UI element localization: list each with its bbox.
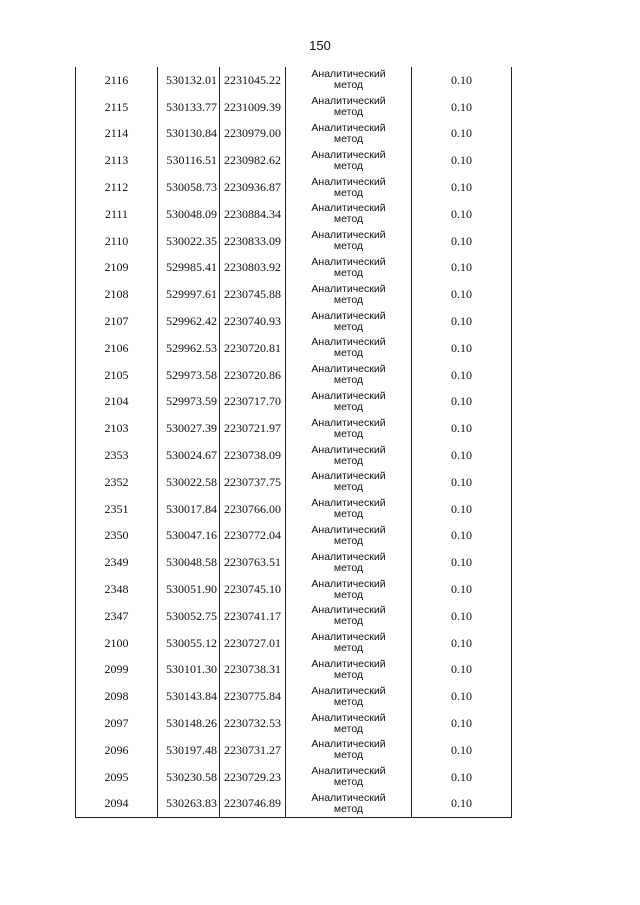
method-cell [286,308,412,335]
method-label-line2: метод [333,749,364,762]
method-label-line1: Аналитический [311,550,386,563]
point-number-cell: 2347 [76,603,158,630]
method-label-line1: Аналитический [311,523,386,536]
point-number-cell: 2112 [76,174,158,201]
method-label-line2: метод [333,668,364,681]
method-cell [286,764,412,791]
table-row [76,496,512,523]
method-cell [286,603,412,630]
point-number-cell: 2096 [76,737,158,764]
accuracy-cell: 0.10 [412,523,512,550]
accuracy-cell: 0.10 [412,549,512,576]
method-label-line1: Аналитический [311,791,386,804]
table-row [76,201,512,228]
accuracy-cell: 0.10 [412,308,512,335]
point-number-cell: 2111 [76,201,158,228]
method-label-line2: метод [333,481,364,494]
accuracy-cell: 0.10 [412,469,512,496]
y-coordinate-cell: 2230745.10 [220,576,286,603]
y-coordinate-cell: 2230772.04 [220,523,286,550]
method-cell [286,710,412,737]
method-cell [286,576,412,603]
accuracy-cell: 0.10 [412,281,512,308]
x-coordinate-cell: 529973.59 [158,389,220,416]
accuracy-cell: 0.10 [412,255,512,282]
method-label-line2: метод [333,159,364,172]
y-coordinate-cell: 2230720.86 [220,362,286,389]
x-coordinate-cell: 530017.84 [158,496,220,523]
method-label-line2: метод [333,615,364,628]
table-row [76,683,512,710]
table-row [76,630,512,657]
point-number-cell: 2109 [76,255,158,282]
method-cell [286,147,412,174]
point-number-cell: 2097 [76,710,158,737]
method-label-line2: метод [333,132,364,145]
method-label-line2: метод [333,722,364,735]
point-number-cell: 2100 [76,630,158,657]
y-coordinate-cell: 2230738.09 [220,442,286,469]
x-coordinate-cell: 530143.84 [158,683,220,710]
method-label-line1: Аналитический [311,282,386,295]
x-coordinate-cell: 530052.75 [158,603,220,630]
method-label-line2: метод [333,213,364,226]
method-label-line1: Аналитический [311,389,386,402]
point-number-cell: 2113 [76,147,158,174]
x-coordinate-cell: 529962.53 [158,335,220,362]
y-coordinate-cell: 2230775.84 [220,683,286,710]
x-coordinate-cell: 530116.51 [158,147,220,174]
y-coordinate-cell: 2230746.89 [220,791,286,818]
point-number-cell: 2099 [76,657,158,684]
accuracy-cell: 0.10 [412,389,512,416]
method-label-line1: Аналитический [311,470,386,483]
method-cell [286,94,412,121]
point-number-cell: 2352 [76,469,158,496]
table-row [76,469,512,496]
accuracy-cell: 0.10 [412,496,512,523]
method-cell [286,201,412,228]
point-number-cell: 2110 [76,228,158,255]
x-coordinate-cell: 530197.48 [158,737,220,764]
table-row [76,657,512,684]
table-row [76,67,512,94]
x-coordinate-cell: 529985.41 [158,255,220,282]
point-number-cell: 2350 [76,523,158,550]
y-coordinate-cell: 2230740.93 [220,308,286,335]
method-label-line2: метод [333,508,364,521]
accuracy-cell: 0.10 [412,630,512,657]
method-label-line1: Аналитический [311,497,386,510]
method-cell [286,630,412,657]
point-number-cell: 2103 [76,415,158,442]
method-label-line1: Аналитический [311,229,386,242]
method-label-line2: метод [333,776,364,789]
y-coordinate-cell: 2230884.34 [220,201,286,228]
method-cell [286,737,412,764]
x-coordinate-cell: 530048.58 [158,549,220,576]
coordinates-table-body [76,67,512,817]
y-coordinate-cell: 2230729.23 [220,764,286,791]
method-label-line1: Аналитический [311,604,386,617]
y-coordinate-cell: 2230721.97 [220,415,286,442]
point-number-cell: 2115 [76,94,158,121]
method-label-line2: метод [333,695,364,708]
point-number-cell: 2108 [76,281,158,308]
accuracy-cell: 0.10 [412,576,512,603]
method-label-line1: Аналитический [311,175,386,188]
table-row [76,389,512,416]
table-row [76,335,512,362]
method-cell [286,791,412,818]
method-cell [286,255,412,282]
method-label-line2: метод [333,588,364,601]
point-number-cell: 2351 [76,496,158,523]
point-number-cell: 2116 [76,67,158,94]
point-number-cell: 2106 [76,335,158,362]
method-cell [286,121,412,148]
accuracy-cell: 0.10 [412,683,512,710]
method-label-line2: метод [333,186,364,199]
table-row [76,94,512,121]
accuracy-cell: 0.10 [412,94,512,121]
table-row [76,442,512,469]
y-coordinate-cell: 2230936.87 [220,174,286,201]
point-number-cell: 2094 [76,791,158,818]
method-cell [286,389,412,416]
y-coordinate-cell: 2230731.27 [220,737,286,764]
accuracy-cell: 0.10 [412,442,512,469]
point-number-cell: 2104 [76,389,158,416]
method-label-line1: Аналитический [311,148,386,161]
y-coordinate-cell: 2230803.92 [220,255,286,282]
table-row [76,228,512,255]
point-number-cell: 2349 [76,549,158,576]
method-label-line1: Аналитический [311,738,386,751]
accuracy-cell: 0.10 [412,657,512,684]
y-coordinate-cell: 2230720.81 [220,335,286,362]
table-row [76,415,512,442]
point-number-cell: 2098 [76,683,158,710]
y-coordinate-cell: 2230717.70 [220,389,286,416]
point-number-cell: 2353 [76,442,158,469]
table-row [76,737,512,764]
accuracy-cell: 0.10 [412,174,512,201]
method-label-line2: метод [333,374,364,387]
x-coordinate-cell: 530051.90 [158,576,220,603]
method-label-line2: метод [333,266,364,279]
accuracy-cell: 0.10 [412,228,512,255]
y-coordinate-cell: 2230741.17 [220,603,286,630]
method-cell [286,683,412,710]
x-coordinate-cell: 530022.58 [158,469,220,496]
y-coordinate-cell: 2230737.75 [220,469,286,496]
method-label-line1: Аналитический [311,765,386,778]
x-coordinate-cell: 530148.26 [158,710,220,737]
method-label-line1: Аналитический [311,684,386,697]
method-cell [286,442,412,469]
table-row [76,362,512,389]
method-label-line1: Аналитический [311,711,386,724]
table-row [76,523,512,550]
method-label-line1: Аналитический [311,255,386,268]
x-coordinate-cell: 530027.39 [158,415,220,442]
y-coordinate-cell: 2230763.51 [220,549,286,576]
method-label-line2: метод [333,347,364,360]
table-row [76,255,512,282]
method-label-line1: Аналитический [311,657,386,670]
accuracy-cell: 0.10 [412,201,512,228]
method-label-line1: Аналитический [311,363,386,376]
method-label-line2: метод [333,802,364,815]
y-coordinate-cell: 2230732.53 [220,710,286,737]
y-coordinate-cell: 2230727.01 [220,630,286,657]
method-label-line2: метод [333,454,364,467]
method-cell [286,335,412,362]
method-cell [286,549,412,576]
accuracy-cell: 0.10 [412,764,512,791]
method-label-line1: Аналитический [311,443,386,456]
table-row [76,549,512,576]
accuracy-cell: 0.10 [412,737,512,764]
x-coordinate-cell: 530130.84 [158,121,220,148]
x-coordinate-cell: 530133.77 [158,94,220,121]
accuracy-cell: 0.10 [412,603,512,630]
method-label-line2: метод [333,79,364,92]
method-label-line1: Аналитический [311,309,386,322]
table-row [76,764,512,791]
table-row [76,576,512,603]
x-coordinate-cell: 529962.42 [158,308,220,335]
table-row [76,121,512,148]
table-row [76,710,512,737]
x-coordinate-cell: 530022.35 [158,228,220,255]
method-label-line1: Аналитический [311,121,386,134]
method-label-line2: метод [333,561,364,574]
table-row [76,147,512,174]
accuracy-cell: 0.10 [412,67,512,94]
table-row [76,308,512,335]
y-coordinate-cell: 2230766.00 [220,496,286,523]
point-number-cell: 2095 [76,764,158,791]
method-label-line2: метод [333,320,364,333]
method-label-line2: метод [333,240,364,253]
method-cell [286,415,412,442]
x-coordinate-cell: 529973.58 [158,362,220,389]
accuracy-cell: 0.10 [412,710,512,737]
x-coordinate-cell: 529997.61 [158,281,220,308]
method-cell [286,362,412,389]
method-label-line2: метод [333,106,364,119]
y-coordinate-cell: 2231045.22 [220,67,286,94]
y-coordinate-cell: 2230745.88 [220,281,286,308]
table-row [76,281,512,308]
x-coordinate-cell: 530024.67 [158,442,220,469]
method-label-line2: метод [333,427,364,440]
method-cell [286,228,412,255]
method-cell [286,657,412,684]
point-number-cell: 2107 [76,308,158,335]
y-coordinate-cell: 2230982.62 [220,147,286,174]
x-coordinate-cell: 530230.58 [158,764,220,791]
y-coordinate-cell: 2230833.09 [220,228,286,255]
method-label-line1: Аналитический [311,336,386,349]
page-number: 150 [309,38,331,53]
accuracy-cell: 0.10 [412,335,512,362]
accuracy-cell: 0.10 [412,791,512,818]
method-label-line1: Аналитический [311,631,386,644]
method-label-line1: Аналитический [311,68,386,81]
table-row [76,791,512,818]
x-coordinate-cell: 530058.73 [158,174,220,201]
method-label-line2: метод [333,293,364,306]
method-label-line1: Аналитический [311,577,386,590]
method-cell [286,469,412,496]
method-cell [286,174,412,201]
accuracy-cell: 0.10 [412,362,512,389]
coordinates-table [75,67,512,818]
method-label-line1: Аналитический [311,416,386,429]
table-row [76,174,512,201]
x-coordinate-cell: 530048.09 [158,201,220,228]
point-number-cell: 2348 [76,576,158,603]
x-coordinate-cell: 530101.30 [158,657,220,684]
point-number-cell: 2114 [76,121,158,148]
method-label-line2: метод [333,642,364,655]
x-coordinate-cell: 530132.01 [158,67,220,94]
y-coordinate-cell: 2230738.31 [220,657,286,684]
method-cell [286,523,412,550]
method-label-line1: Аналитический [311,202,386,215]
method-label-line1: Аналитический [311,95,386,108]
x-coordinate-cell: 530047.16 [158,523,220,550]
table-row [76,603,512,630]
method-label-line2: метод [333,400,364,413]
accuracy-cell: 0.10 [412,121,512,148]
y-coordinate-cell: 2231009.39 [220,94,286,121]
point-number-cell: 2105 [76,362,158,389]
method-cell [286,281,412,308]
y-coordinate-cell: 2230979.00 [220,121,286,148]
x-coordinate-cell: 530263.83 [158,791,220,818]
method-label-line2: метод [333,534,364,547]
method-cell [286,67,412,94]
method-cell [286,496,412,523]
accuracy-cell: 0.10 [412,415,512,442]
accuracy-cell: 0.10 [412,147,512,174]
x-coordinate-cell: 530055.12 [158,630,220,657]
